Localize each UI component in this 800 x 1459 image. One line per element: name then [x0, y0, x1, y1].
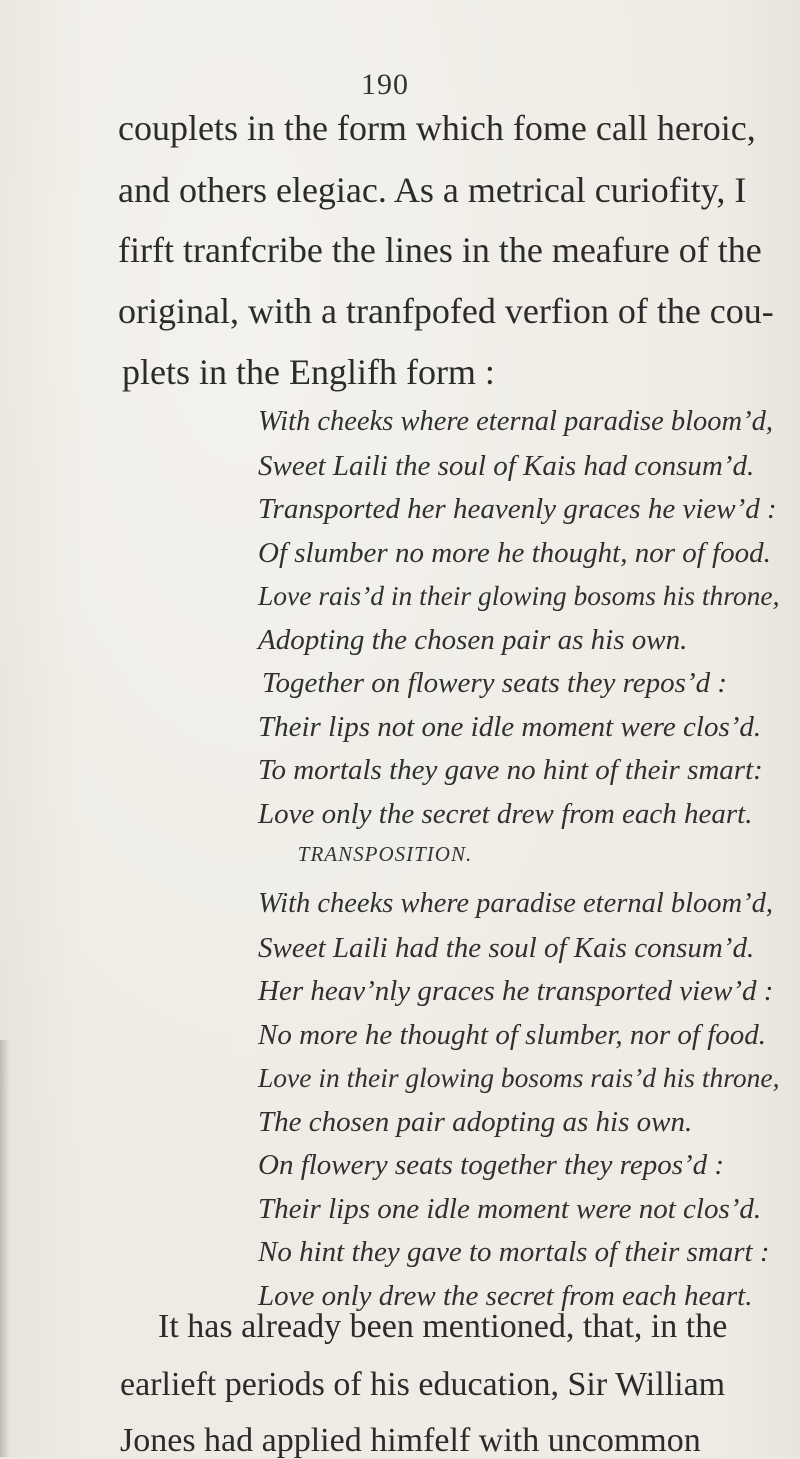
original-verse-line: With cheeks where eternal paradise bloom’d,	[258, 406, 774, 437]
original-verse-line: Transported her heavenly graces he view’d :	[258, 493, 777, 525]
original-verse-line: To mortals they gave no hint of their smart:	[258, 754, 763, 786]
intro-line: firft tranfcribe the lines in the meafure of the	[118, 230, 762, 270]
transposed-verse-line: No hint they gave to mortals of their smart :	[258, 1236, 770, 1268]
transposed-verse-line: On flowery seats together they repos’d :	[258, 1149, 725, 1181]
transposed-verse-line: Her heav’nly graces he transported view’d :	[258, 975, 774, 1007]
transposed-verse-line: Love only drew the secret from each heart.	[258, 1279, 753, 1312]
page-edge-shadow	[0, 1040, 10, 1457]
original-verse-line: Their lips not one idle moment were clos’d.	[258, 710, 762, 743]
original-verse-line: Adopting the chosen pair as his own.	[258, 623, 688, 656]
transposed-verse-line: Sweet Laili had the soul of Kais consum’d.	[258, 931, 755, 964]
intro-line: plets in the Englifh form :	[122, 352, 495, 392]
transposed-verse-line: Their lips one idle moment were not clos’d.	[258, 1192, 762, 1225]
intro-line: and others elegiac. As a metrical curiofity, I	[118, 170, 747, 210]
closing-line: It has already been mentioned, that, in the	[158, 1308, 728, 1345]
transposed-verse-line: Love in their glowing bosoms rais’d his throne,	[258, 1062, 780, 1093]
transposed-verse-line: The chosen pair adopting as his own.	[258, 1105, 693, 1138]
original-verse-line: Together on flowery seats they repos’d :	[262, 667, 728, 699]
transposed-verse-line: With cheeks where paradise eternal bloom’d,	[258, 888, 774, 919]
intro-line: couplets in the form which fome call heroic,	[118, 108, 756, 148]
page-number: 190	[361, 68, 409, 101]
original-verse-line: Sweet Laili the soul of Kais had consum’d.	[258, 449, 755, 482]
original-verse-line: Of slumber no more he thought, nor of food.	[258, 536, 771, 569]
transposed-verse-line: No more he thought of slumber, nor of food.	[258, 1018, 767, 1051]
closing-line: earlieft periods of his education, Sir William	[120, 1366, 726, 1403]
original-verse-line: Love only the secret drew from each heart.	[258, 797, 753, 830]
transposition-heading: TRANSPOSITION.	[297, 842, 473, 866]
intro-line: original, with a tranfpofed verfion of the cou-	[118, 291, 774, 331]
original-verse-line: Love rais’d in their glowing bosoms his throne,	[258, 580, 780, 611]
closing-line: Jones had applied himfelf with uncommon	[120, 1422, 701, 1459]
